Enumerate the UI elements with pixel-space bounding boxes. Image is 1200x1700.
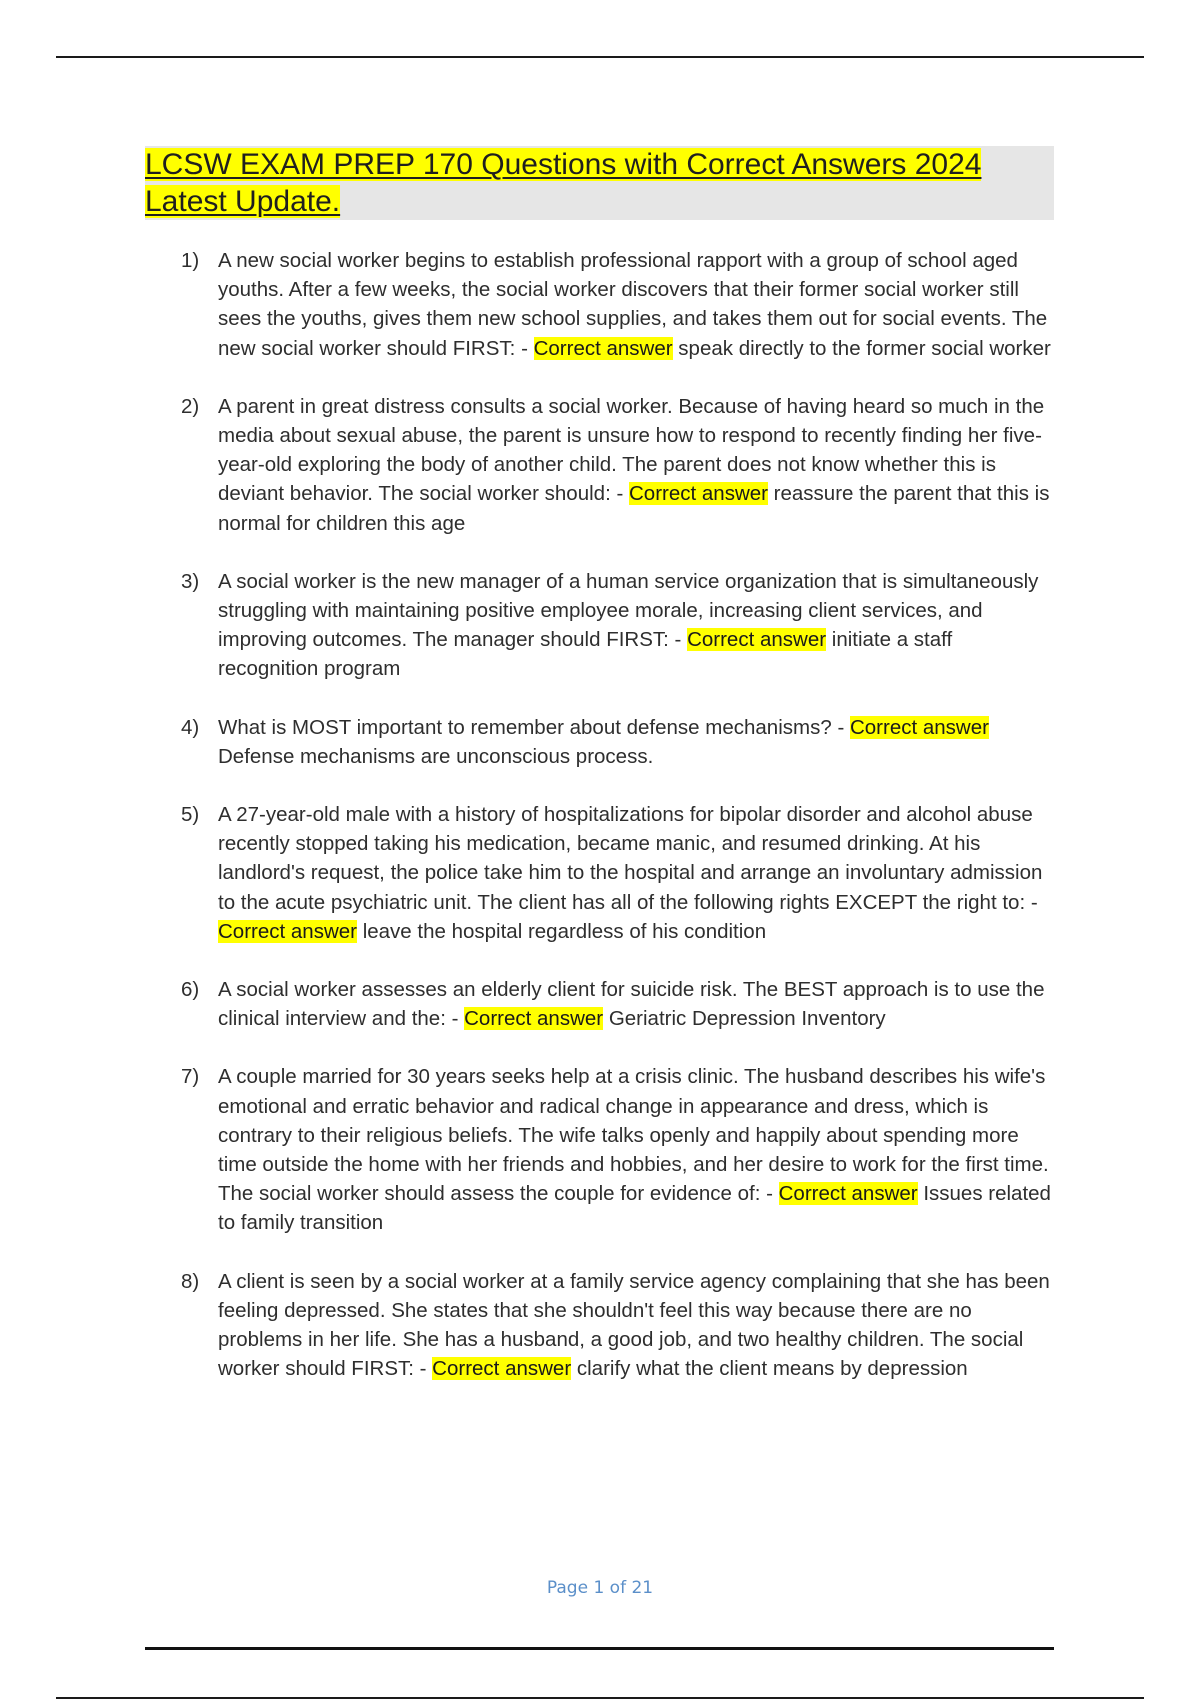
answer-separator: - [413, 1357, 433, 1381]
answer-text: reassure the parent that this is normal for children this age [218, 482, 1050, 535]
correct-answer-label: Correct answer [687, 628, 827, 652]
question-text: A couple married for 30 years seeks help at a crisis clinic. The husband describes his wife's emotional and erratic behavior and radical change in appearance and dress, which is contrary to their religious beliefs. The wife talks openly and happily about spending more time outside the home with her friends and hobbies, and her desire to work for the first time. The social worker should assess the couple for evidence of: [218, 1065, 1049, 1206]
question-number: 1) [181, 249, 200, 272]
answer-separator: - [760, 1182, 779, 1206]
question-item [145, 567, 1057, 684]
answer-text: speak directly to the former social worker [672, 336, 1051, 360]
correct-answer-label: Correct answer [218, 919, 357, 943]
correct-answer-label: Correct answer [628, 482, 768, 506]
question-text: A parent in great distress consults a social worker. Because of having heard so much in the media about sexual abuse, the parent is unsure how to respond to recently finding her five-year-old exploring the body of another child. The parent does not know whether this is deviant behavior. The social worker should: [218, 394, 1045, 506]
question-item [145, 713, 1057, 771]
title-block [145, 146, 1054, 220]
answer-text: initiate a staff recognition program [218, 628, 953, 681]
question-number: 3) [181, 569, 200, 593]
question-number: 7) [181, 1065, 200, 1089]
question-item [145, 975, 1057, 1033]
answer-text: Issues related to family transition [218, 1182, 1051, 1235]
question-list [145, 246, 1057, 1384]
question-number: 8) [181, 1269, 200, 1293]
question-item [145, 1267, 1057, 1384]
question-number: 4) [181, 715, 200, 739]
question-item [145, 246, 1057, 363]
question-item [145, 392, 1057, 538]
answer-text: clarify what the client means by depression [571, 1357, 968, 1381]
correct-answer-label: Correct answer [778, 1182, 918, 1206]
question-text: A new social worker begins to establish professional rapport with a group of school aged youths. After a few weeks, the social worker discovers that their former social worker still sees the youths, gives them new school supplies, and takes them out for social events. The new social worker should FIRST: [218, 249, 1048, 360]
question-number: 2) [181, 394, 200, 418]
correct-answer-label: Correct answer [432, 1357, 572, 1381]
question-text: A client is seen by a social worker at a family service agency complaining that she has been feeling depressed. She states that she shouldn't feel this way because there are no problems in her life. She has a husband, a good job, and two healthy children. The social worker should FIRST: [218, 1269, 1050, 1381]
correct-answer-label: Correct answer [849, 715, 989, 739]
correct-answer-label: Correct answer [464, 1007, 604, 1031]
header-rule [56, 56, 1144, 58]
question-item [145, 800, 1057, 946]
answer-separator: - [1025, 890, 1038, 914]
document-title-text: LCSW EXAM PREP 170 Questions with Correct Answers 2024 Latest Update. [145, 148, 982, 218]
question-number: 5) [181, 803, 200, 827]
correct-answer-label: Correct answer [533, 336, 673, 360]
question-text: A social worker is the new manager of a human service organization that is simultaneously struggling with maintaining positive employee morale, increasing client services, and improving outcomes. The manager should FIRST: [218, 569, 1039, 652]
page-number: Page 1 of 21 [546, 1578, 654, 1598]
answer-text: Defense mechanisms are unconscious process. [218, 744, 654, 768]
answer-text: Geriatric Depression Inventory [603, 1007, 886, 1031]
document-title [145, 146, 1054, 220]
question-item [145, 1062, 1057, 1237]
question-text: A social worker assesses an elderly client for suicide risk. The BEST approach is to use the clinical interview and the: [218, 978, 1045, 1031]
answer-separator: - [831, 715, 850, 739]
page-bottom-rule [56, 1697, 1144, 1699]
footer-rule [145, 1647, 1054, 1650]
question-number: 6) [181, 978, 200, 1002]
answer-separator: - [445, 1007, 465, 1031]
answer-separator: - [610, 482, 629, 506]
question-text: What is MOST important to remember about defense mechanisms? [218, 715, 832, 739]
answer-separator: - [515, 336, 534, 360]
question-text: A 27-year-old male with a history of hospitalizations for bipolar disorder and alcohol abuse recently stopped taking his medication, became manic, and resumed drinking. At his landlord's request, the police take him to the hospital and arrange an involuntary admission to the acute psychiatric unit. The client has all of the following rights EXCEPT the right to: [218, 803, 1043, 914]
answer-separator: - [668, 628, 688, 652]
answer-text: leave the hospital regardless of his condition [357, 919, 767, 943]
